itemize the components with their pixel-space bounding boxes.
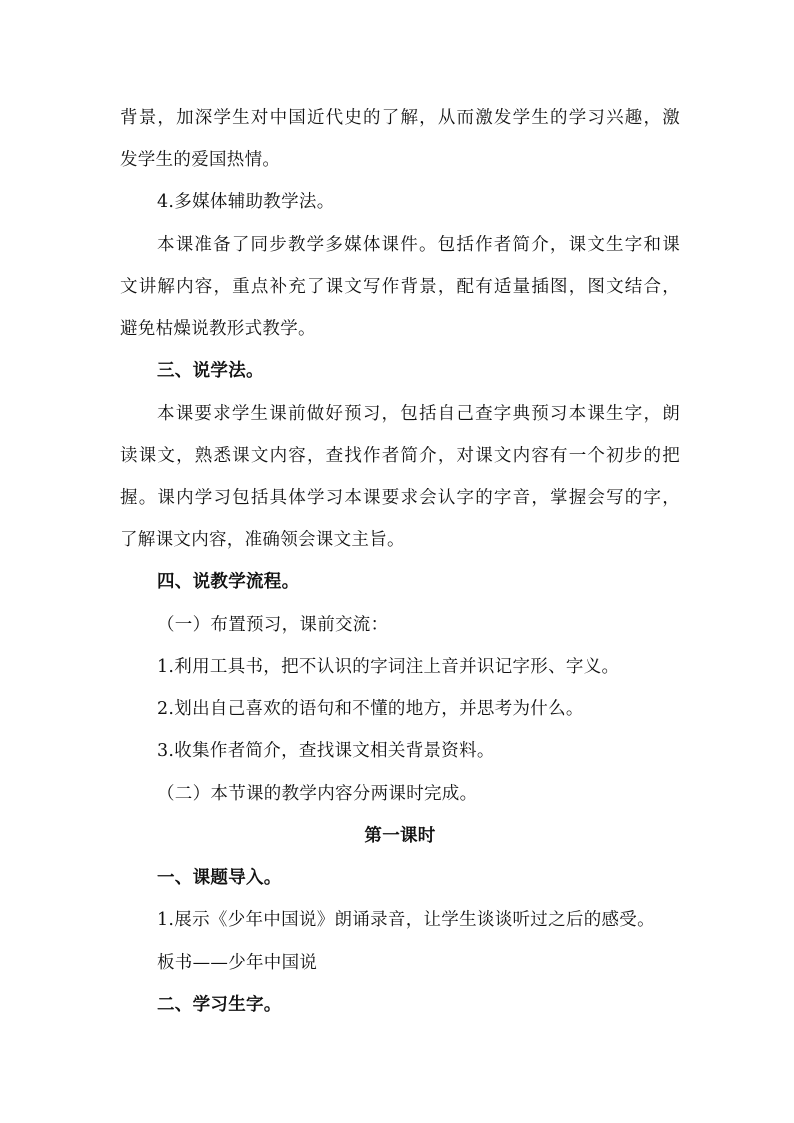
section-heading: 三、说学法。 — [157, 361, 264, 381]
method-item-heading: 4.多媒体辅助教学法。 — [157, 192, 335, 212]
paragraph-last-line: 避免枯燥说教形式教学。 — [120, 319, 316, 339]
list-item: 1.展示《少年中国说》朗诵录音，让学生谈谈听过之后的感受。 — [157, 910, 655, 930]
subsection-heading: （一）布置预习，课前交流： — [157, 615, 389, 635]
list-item: 1.利用工具书，把不认识的字词注上音并识记字形、字义。 — [157, 657, 620, 677]
list-item: 3.收集作者简介，查找课文相关背景资料。 — [157, 741, 495, 761]
paragraph-continuation-line: 背景，加深学生对中国近代史的了解，从而激发学生的学习兴趣，激 — [120, 108, 680, 128]
lesson-title: 第一课时 — [364, 826, 436, 846]
list-item: 2.划出自己喜欢的语句和不懂的地方，并思考为什么。 — [157, 699, 584, 719]
paragraph-line: 握。课内学习包括具体学习本课要求会认字的字音，掌握会写的字， — [120, 488, 680, 508]
blackboard-note: 板书——少年中国说 — [157, 953, 318, 973]
subsection-heading: （二）本节课的教学内容分两课时完成。 — [157, 784, 478, 804]
paragraph-last-line: 了解课文内容，准确领会课文主旨。 — [120, 530, 405, 550]
paragraph-first-line: 本课准备了同步教学多媒体课件。包括作者简介，课文生字和课 — [157, 235, 680, 255]
section-heading: 一、课题导入。 — [157, 868, 282, 888]
paragraph-first-line: 本课要求学生课前做好预习，包括自己查字典预习本课生字，朗 — [157, 404, 680, 424]
paragraph-continuation-line: 发学生的爱国热情。 — [120, 150, 281, 170]
section-heading: 四、说教学流程。 — [157, 572, 300, 592]
paragraph-line: 读课文，熟悉课文内容，查找作者简介，对课文内容有一个初步的把 — [120, 446, 680, 466]
section-heading: 二、学习生字。 — [157, 995, 282, 1015]
paragraph-line: 文讲解内容，重点补充了课文写作背景，配有适量插图，图文结合， — [120, 277, 680, 297]
